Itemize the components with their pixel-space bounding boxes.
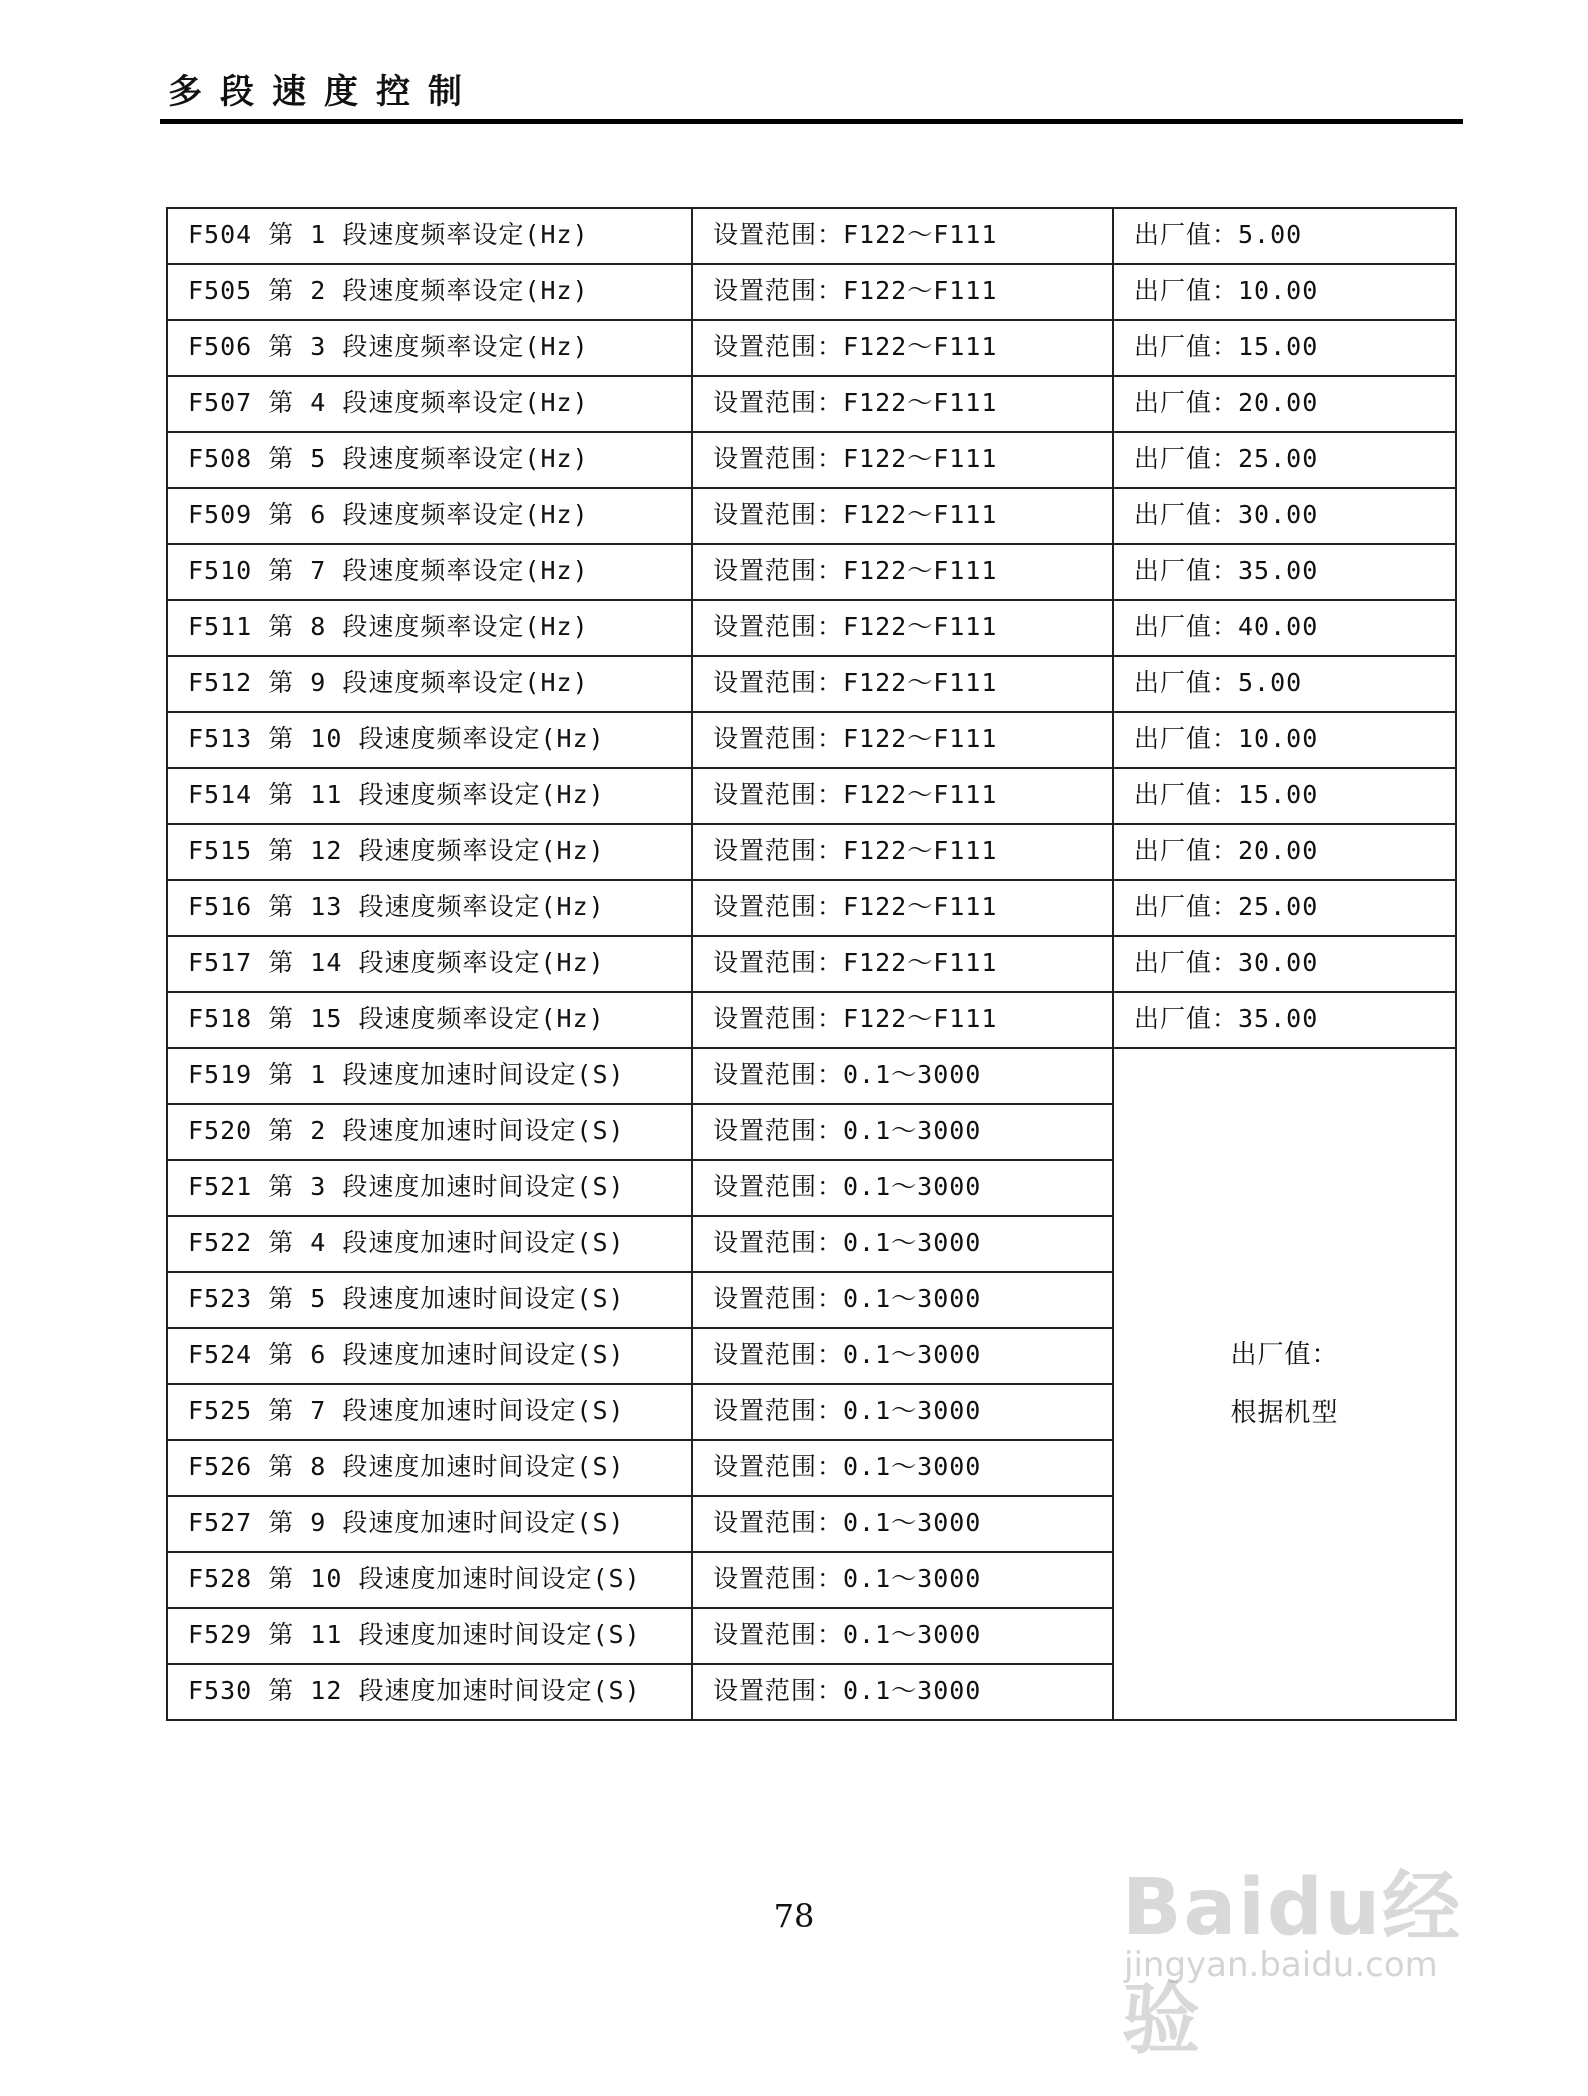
table-row	[167, 376, 1456, 432]
param-name: F528 第 10 段速度加速时间设定(S)	[167, 1552, 692, 1608]
param-range: 设置范围：F122～F111	[692, 544, 1113, 600]
param-range: 设置范围：F122～F111	[692, 488, 1113, 544]
param-default: 出厂值：40.00	[1113, 600, 1456, 656]
param-name: F529 第 11 段速度加速时间设定(S)	[167, 1608, 692, 1664]
param-name: F521 第 3 段速度加速时间设定(S)	[167, 1160, 692, 1216]
accel-default-value: 根据机型	[1230, 1398, 1339, 1428]
param-name: F512 第 9 段速度频率设定(Hz)	[167, 656, 692, 712]
param-default: 出厂值：5.00	[1113, 208, 1456, 264]
param-name: F509 第 6 段速度频率设定(Hz)	[167, 488, 692, 544]
param-name: F507 第 4 段速度频率设定(Hz)	[167, 376, 692, 432]
param-name: F527 第 9 段速度加速时间设定(S)	[167, 1496, 692, 1552]
accel-default-label: 出厂值：	[1230, 1340, 1339, 1370]
param-name: F511 第 8 段速度频率设定(Hz)	[167, 600, 692, 656]
param-range: 设置范围：F122～F111	[692, 376, 1113, 432]
param-range: 设置范围：F122～F111	[692, 264, 1113, 320]
param-name: F525 第 7 段速度加速时间设定(S)	[167, 1384, 692, 1440]
param-default: 出厂值：5.00	[1113, 656, 1456, 712]
param-name: F505 第 2 段速度频率设定(Hz)	[167, 264, 692, 320]
table-row	[167, 768, 1456, 824]
param-range: 设置范围：0.1～3000	[692, 1272, 1113, 1328]
param-name: F530 第 12 段速度加速时间设定(S)	[167, 1664, 692, 1720]
param-range: 设置范围：0.1～3000	[692, 1496, 1113, 1552]
parameter-table	[166, 207, 1457, 1721]
param-name: F526 第 8 段速度加速时间设定(S)	[167, 1440, 692, 1496]
page-number: 78	[773, 1897, 815, 1935]
param-range: 设置范围：F122～F111	[692, 600, 1113, 656]
header-rule	[160, 119, 1463, 124]
param-default: 出厂值：30.00	[1113, 936, 1456, 992]
param-name: F524 第 6 段速度加速时间设定(S)	[167, 1328, 692, 1384]
param-range: 设置范围：0.1～3000	[692, 1384, 1113, 1440]
param-range: 设置范围：0.1～3000	[692, 1552, 1113, 1608]
param-name: F518 第 15 段速度频率设定(Hz)	[167, 992, 692, 1048]
param-default: 出厂值：15.00	[1113, 768, 1456, 824]
param-range: 设置范围：0.1～3000	[692, 1160, 1113, 1216]
param-range: 设置范围：0.1～3000	[692, 1664, 1113, 1720]
watermark-url: jingyan.baidu.com	[1124, 1945, 1438, 1985]
param-default: 出厂值：25.00	[1113, 432, 1456, 488]
table-row	[167, 880, 1456, 936]
table-row	[167, 264, 1456, 320]
table-row	[167, 544, 1456, 600]
param-range: 设置范围：F122～F111	[692, 656, 1113, 712]
param-name: F517 第 14 段速度频率设定(Hz)	[167, 936, 692, 992]
param-name: F510 第 7 段速度频率设定(Hz)	[167, 544, 692, 600]
table-row	[167, 488, 1456, 544]
param-name: F515 第 12 段速度频率设定(Hz)	[167, 824, 692, 880]
param-name: F523 第 5 段速度加速时间设定(S)	[167, 1272, 692, 1328]
accel-default-cell	[1113, 1048, 1456, 1720]
param-default: 出厂值：35.00	[1113, 992, 1456, 1048]
param-default: 出厂值：15.00	[1113, 320, 1456, 376]
table-row	[167, 208, 1456, 264]
param-name: F508 第 5 段速度频率设定(Hz)	[167, 432, 692, 488]
param-range: 设置范围：F122～F111	[692, 320, 1113, 376]
baidu-watermark	[1110, 1845, 1490, 2065]
page-header-title: 多段速度控制	[168, 72, 480, 112]
param-name: F514 第 11 段速度频率设定(Hz)	[167, 768, 692, 824]
param-name: F520 第 2 段速度加速时间设定(S)	[167, 1104, 692, 1160]
param-default: 出厂值：30.00	[1113, 488, 1456, 544]
param-name: F506 第 3 段速度频率设定(Hz)	[167, 320, 692, 376]
param-range: 设置范围：F122～F111	[692, 992, 1113, 1048]
param-default: 出厂值：25.00	[1113, 880, 1456, 936]
table-row	[167, 320, 1456, 376]
param-default: 出厂值：10.00	[1113, 712, 1456, 768]
table-row	[167, 992, 1456, 1048]
param-range: 设置范围：0.1～3000	[692, 1608, 1113, 1664]
param-name: F513 第 10 段速度频率设定(Hz)	[167, 712, 692, 768]
table-row	[167, 600, 1456, 656]
table-row	[167, 936, 1456, 992]
table-row	[167, 824, 1456, 880]
param-default: 出厂值：35.00	[1113, 544, 1456, 600]
param-range: 设置范围：0.1～3000	[692, 1328, 1113, 1384]
param-name: F519 第 1 段速度加速时间设定(S)	[167, 1048, 692, 1104]
table-row	[167, 1048, 1456, 1104]
param-name: F516 第 13 段速度频率设定(Hz)	[167, 880, 692, 936]
param-default: 出厂值：20.00	[1113, 376, 1456, 432]
param-range: 设置范围：F122～F111	[692, 824, 1113, 880]
param-default: 出厂值：10.00	[1113, 264, 1456, 320]
param-range: 设置范围：F122～F111	[692, 432, 1113, 488]
param-range: 设置范围：F122～F111	[692, 936, 1113, 992]
param-range: 设置范围：0.1～3000	[692, 1440, 1113, 1496]
param-name: F522 第 4 段速度加速时间设定(S)	[167, 1216, 692, 1272]
table-row	[167, 656, 1456, 712]
table-row	[167, 432, 1456, 488]
param-range: 设置范围：F122～F111	[692, 880, 1113, 936]
param-range: 设置范围：F122～F111	[692, 208, 1113, 264]
param-range: 设置范围：F122～F111	[692, 712, 1113, 768]
param-name: F504 第 1 段速度频率设定(Hz)	[167, 208, 692, 264]
watermark-brand: Baidu经验	[1122, 1863, 1463, 2065]
param-range: 设置范围：F122～F111	[692, 768, 1113, 824]
table-row	[167, 712, 1456, 768]
param-default: 出厂值：20.00	[1113, 824, 1456, 880]
param-range: 设置范围：0.1～3000	[692, 1104, 1113, 1160]
param-range: 设置范围：0.1～3000	[692, 1216, 1113, 1272]
param-range: 设置范围：0.1～3000	[692, 1048, 1113, 1104]
